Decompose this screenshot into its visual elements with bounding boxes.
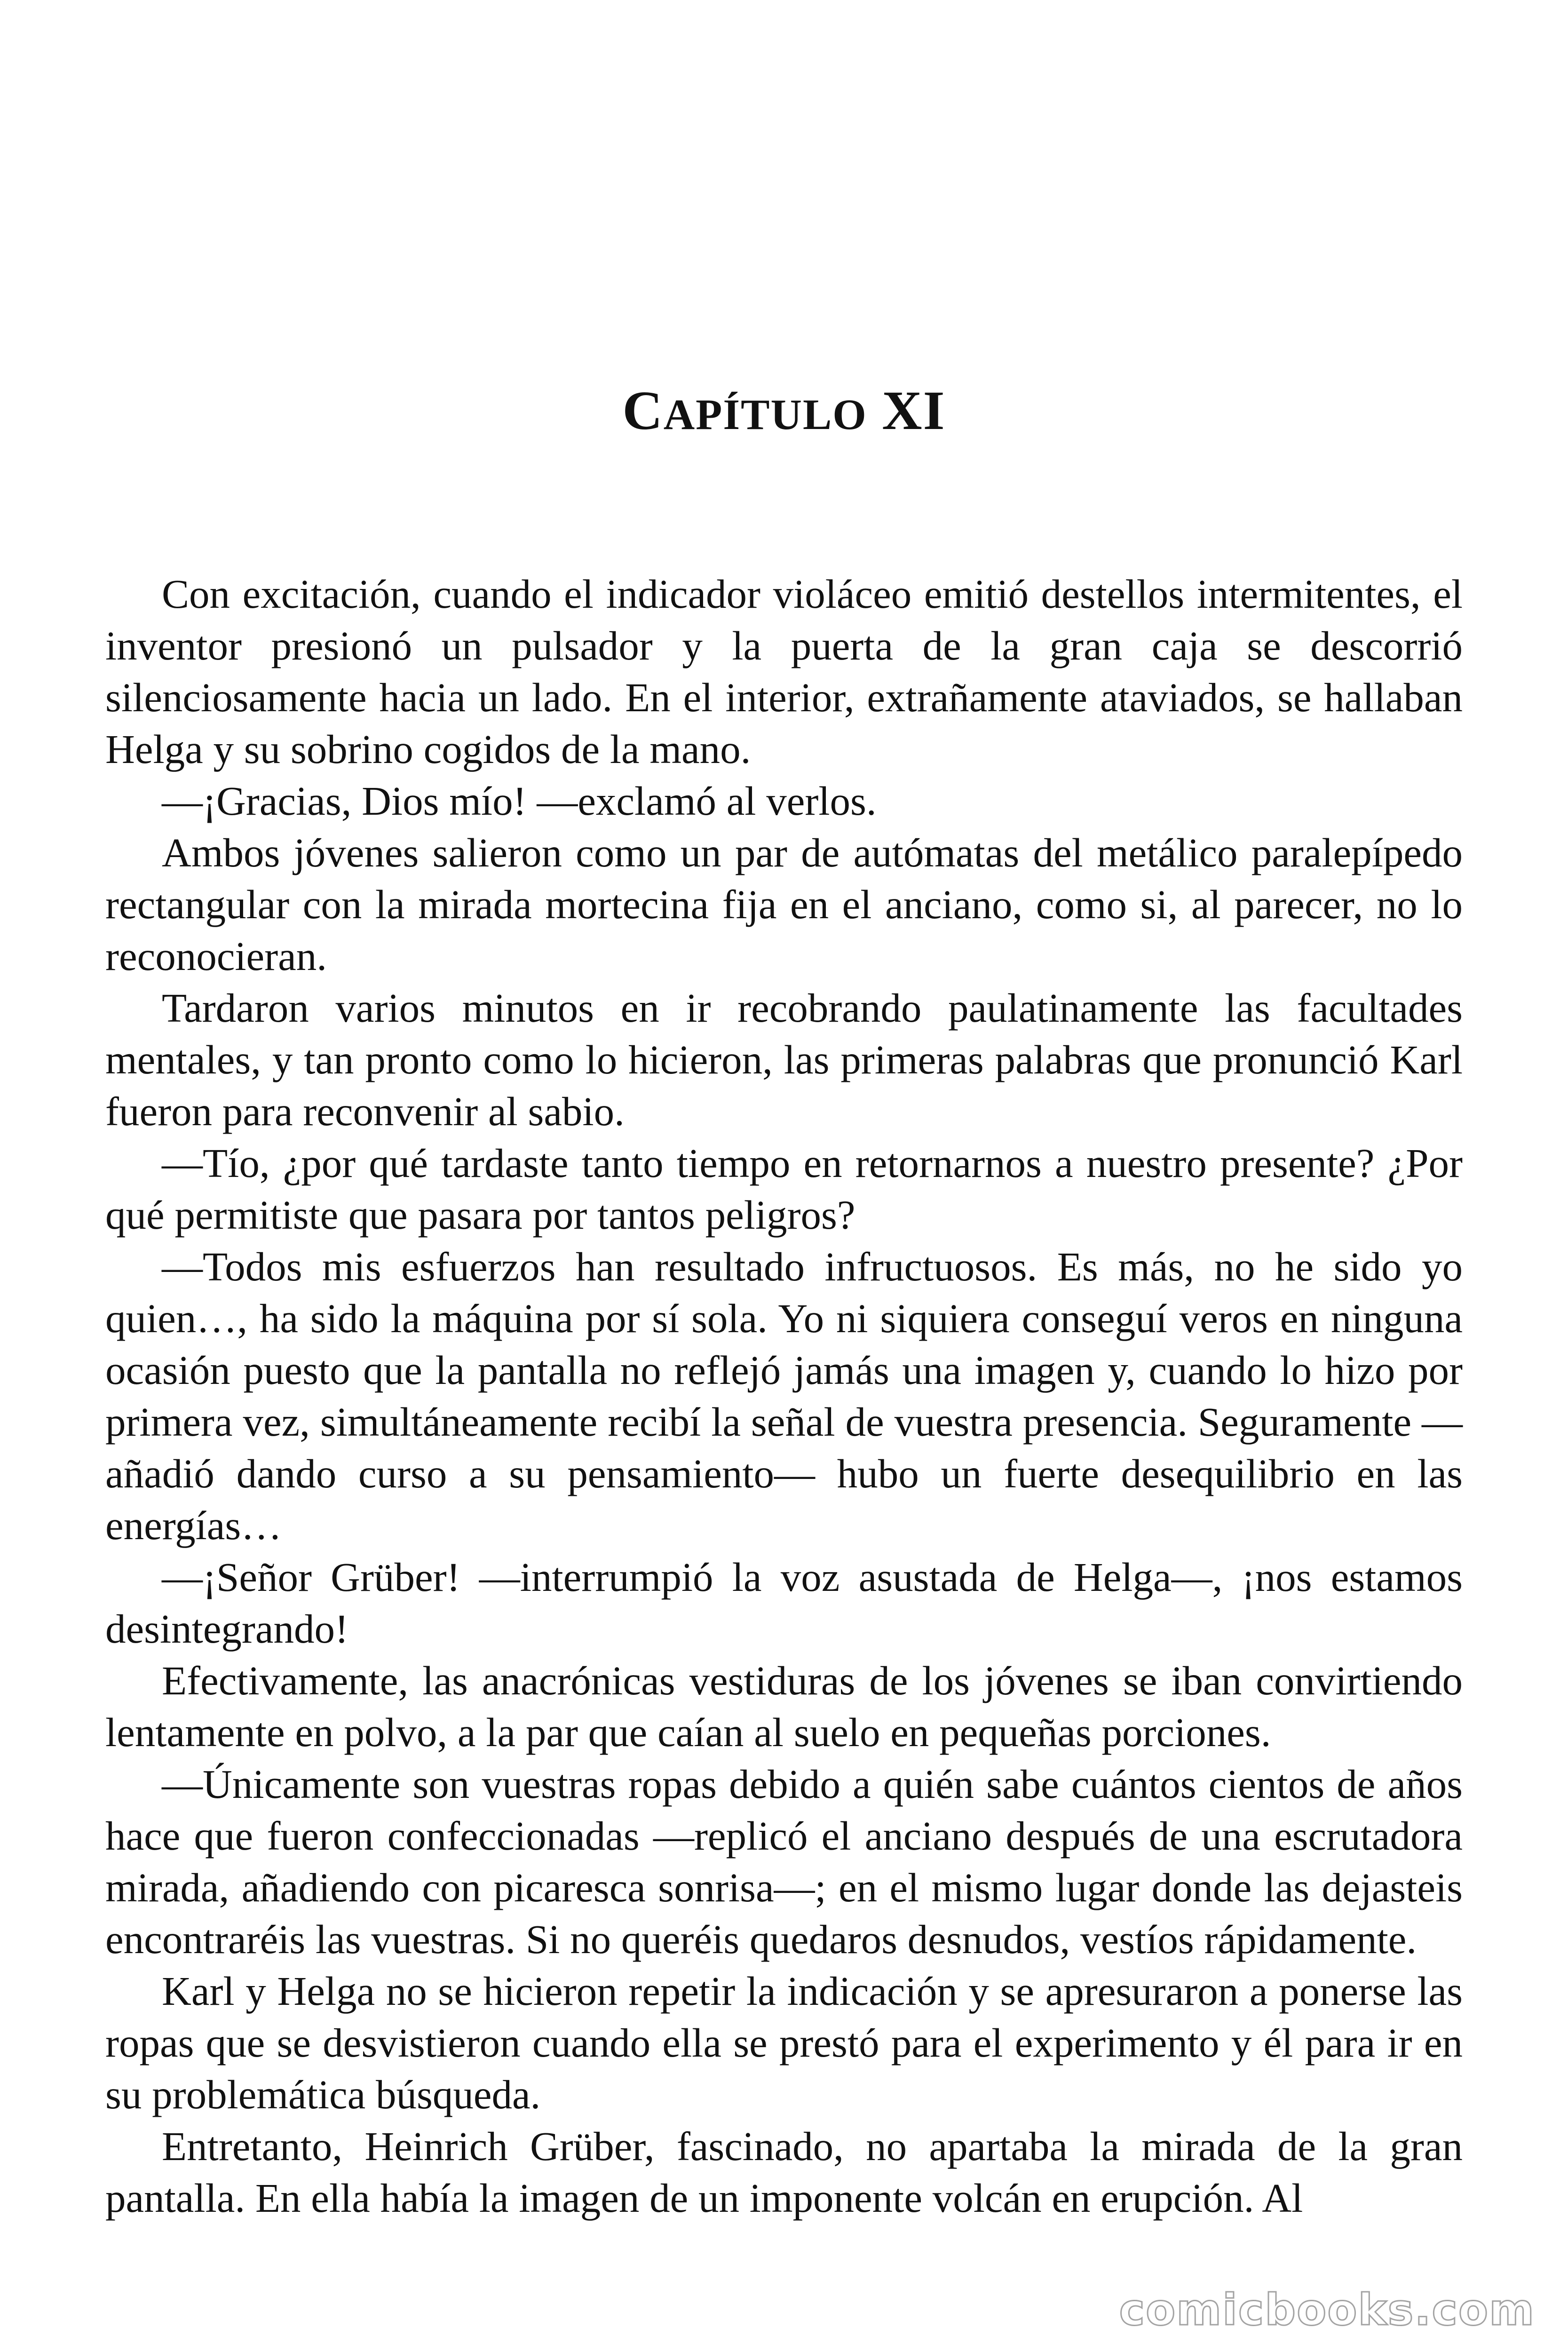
paragraph: Karl y Helga no se hicieron repetir la indicación y se apresuraron a ponerse las ropas que se desvistieron cuando ella se prestó para el experimento y él para ir en su problemática búsqueda. [105,1968,1463,2117]
chapter-title-word: APÍTULO [663,390,867,438]
chapter-title-initial: C [622,380,664,441]
paragraph: —Únicamente son vuestras ropas debido a quién sabe cuántos cientos de años hace que fueron confeccionadas —replicó el anciano después de una escrutadora mirada, añadiendo con picaresca sonrisa—; en el mismo lugar donde las dejasteis encontraréis las vuestras. Si no queréis quedaros desnudos, vestíos rápidamente. [105,1761,1463,1962]
paragraph: Entretanto, Heinrich Grüber, fascinado, no apartaba la mirada de la gran pantalla. En ella había la imagen de un imponente volcán en erupción. Al [105,2123,1463,2221]
paragraph: Efectivamente, las anacrónicas vestiduras de los jóvenes se iban convirtiendo lentamente en polvo, a la par que caían al suelo en pequeñas porciones. [105,1658,1463,1755]
paragraph: Con excitación, cuando el indicador violáceo emitió destellos intermitentes, el inventor presionó un pulsador y la puerta de la gran caja se descorrió silenciosamente hacia un lado. En el interior, extrañamente ataviados, se hallaban Helga y su sobrino cogidos de la mano. [105,571,1463,772]
chapter-body [105,568,1463,2224]
paragraph: —Tío, ¿por qué tardaste tanto tiempo en retornarnos a nuestro presente? ¿Por qué permitiste que pasara por tantos peligros? [105,1140,1463,1238]
chapter-title [0,379,1568,443]
paragraph: —Todos mis esfuerzos han resultado infructuosos. Es más, no he sido yo quien…, ha sido la máquina por sí sola. Yo ni siquiera conseguí veros en ninguna ocasión puesto que la pantalla no reflejó jamás una imagen y, cuando lo hizo por primera vez, simultáneamente recibí la señal de vuestra presencia. Seguramente —añadió dando curso a su pensamiento— hubo un fuerte desequilibrio en las energías… [105,1244,1463,1548]
chapter-number: XI [882,380,946,441]
paragraph: Ambos jóvenes salieron como un par de autómatas del metálico paralepípedo rectangular con la mirada mortecina fija en el anciano, como si, al parecer, no lo reconocieran. [105,830,1463,979]
paragraph: Tardaron varios minutos en ir recobrando paulatinamente las facultades mentales, y tan pronto como lo hicieron, las primeras palabras que pronunció Karl fueron para reconvenir al sabio. [105,985,1463,1134]
paragraph: —¡Señor Grüber! —interrumpió la voz asustada de Helga—, ¡nos estamos desintegrando! [105,1554,1463,1652]
watermark: comicbooks.com [1119,2285,1535,2335]
paragraph: —¡Gracias, Dios mío! —exclamó al verlos. [162,778,877,824]
